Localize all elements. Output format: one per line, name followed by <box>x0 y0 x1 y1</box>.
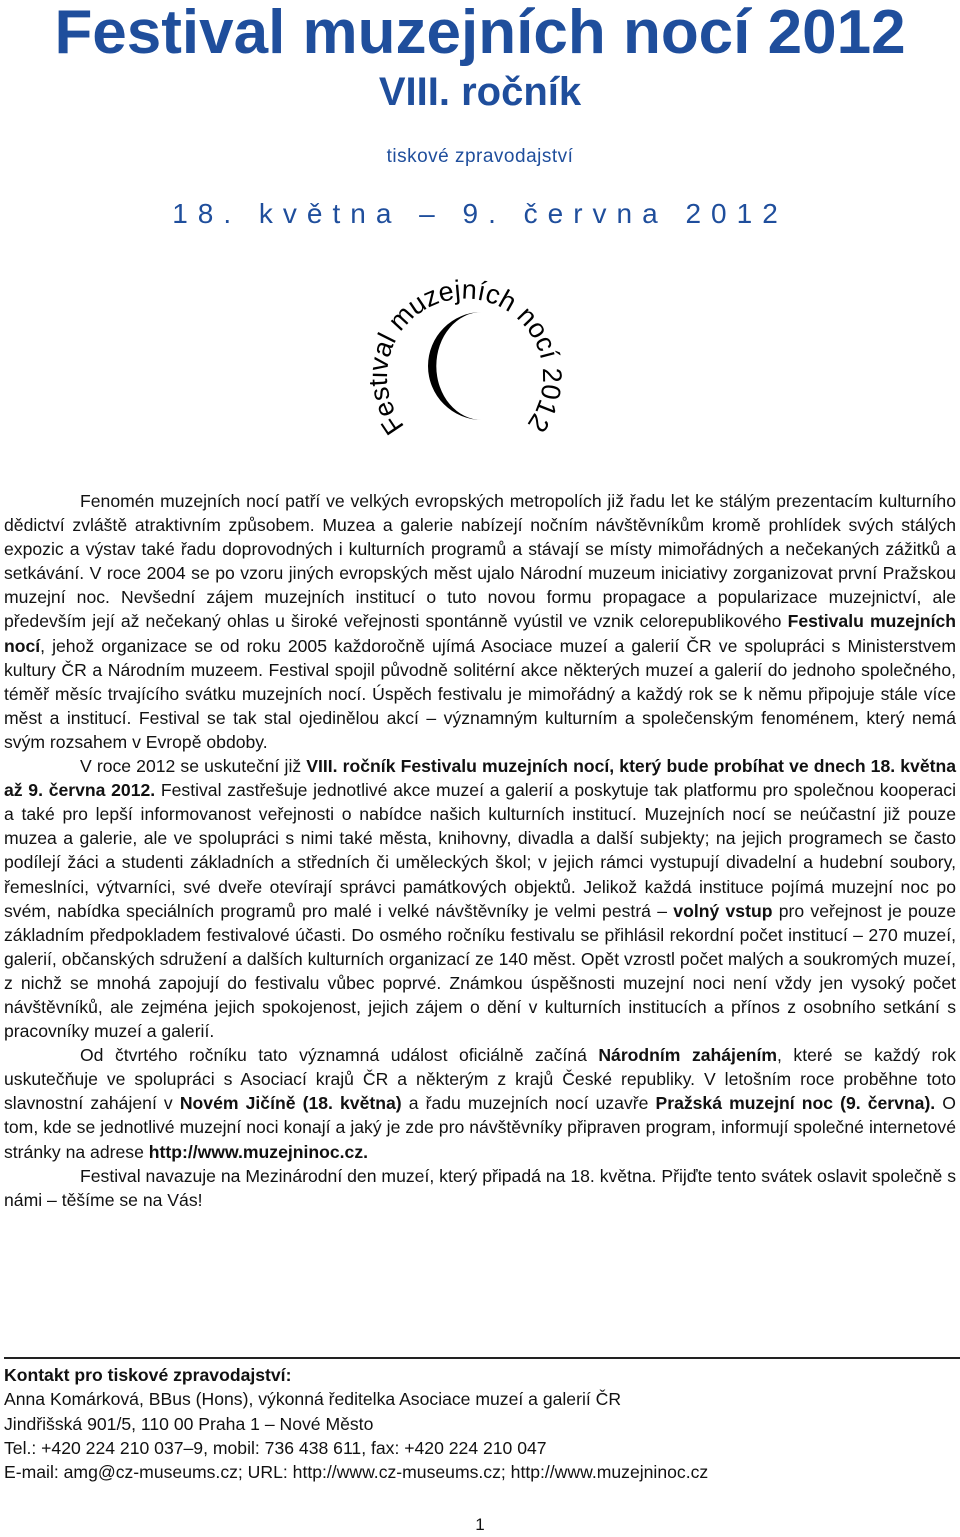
paragraph-closing: Festival navazuje na Mezinárodní den muzeí, který připadá na 18. května. Přijďte tento svátek oslavit společně s námi – těšíme se na Vás! <box>4 1165 956 1210</box>
contact-phone: Tel.: +420 224 210 037–9, mobil: 736 438 611, fax: +420 224 210 047 <box>4 1437 547 1458</box>
edition-label: VIII. ročník <box>378 70 582 114</box>
document-subtitle: tiskové zpravodajství <box>386 146 574 167</box>
festival-logo <box>370 272 590 457</box>
contact-email: E-mail: amg@cz-museums.cz; URL: http://www.cz-museums.cz; http://www.muzejninoc.cz <box>4 1462 709 1483</box>
contact-block <box>4 1363 956 1484</box>
festival-url-link[interactable]: http://www.muzejninoc.cz. <box>148 1141 369 1162</box>
document-title: Festival muzejních nocí 2012 <box>54 0 906 67</box>
paragraph-2012: V roce 2012 se uskuteční již VIII. ročník Festivalu muzejních nocí, který bude probíhat ve dnech 18. května až 9. června 2012. Festival zastřešuje jednotlivé akce muzeí a galerií a poskytuje tak platformu pro společnou kooperaci a také pro lepší informovanost veřejnosti o nabídce našich kulturních institucí. Muzejních nocí se neúčastní již pouze muzea a galerie, ale ve spolupráci s nimi také města, knihovny, divadla a další subjekty; na jejich programech se často podílejí žáci a studenti základních a středních či uměleckých škol; v jejich rámci vystupují divadelní a hudební soubory, řemeslníci, výtvarníci, své dveře otevírají správci památkových objektů. Jelikož každá instituce pojímá muzejní noc po svém, nabídka speciálních programů pro malé i velké návštěvníky je velmi pestrá – volný vstup pro veřejnost je pouze základním předpokladem festivalové účasti. Do osmého ročníku festivalu se přihlásil rekordní počet institucí – 270 muzeí, galerií, občanských sdružení a dalších kulturních organizací ze 140 měst. Opět vzrostl počet malých a soukromých muzeí, z nichž se mnohá zapojují do festivalu vůbec poprvé. Známkou úspěšnosti muzejní noci není vždy jen vysoký počet návštěvníků, ale zejména jejich spokojenost, jejich zájem o dění v kulturních institucích a přínos z osobního setkání s pracovníky muzeí a galerií. <box>4 756 956 1042</box>
crescent-moon-icon <box>428 312 482 420</box>
contact-address: Jindřišská 901/5, 110 00 Praha 1 – Nové Město <box>4 1413 374 1434</box>
section-divider <box>4 1357 960 1359</box>
contact-heading: Kontakt pro tiskové zpravodajství: <box>4 1365 292 1385</box>
festival-logo-graphic <box>370 272 590 457</box>
paragraph-intro: Fenomén muzejních nocí patří ve velkých evropských metropolích již řadu let ke stálým prezentacím kulturního dědictví zvláště atraktivním způsobem. Muzea a galerie nabízejí nočním návštěvníkům kromě prohlídek svých stálých expozic a výstav také řadu doprovodných i kulturních programů a stávají se místy mimořádných a nečekaných zážitků a setkávání. V roce 2004 se po vzoru jiných evropských měst ujalo Národní muzeum iniciativy zorganizovat první Pražskou muzejní noc. Nevšední zájem muzejních institucí o tuto novou formu propagace a popularizace muzejnictví, ale především její až nečekaný ohlas u široké veřejnosti spontánně vyústil ve vznik celorepublikového Festivalu muzejních nocí, jehož organizace se od roku 2005 každoročně ujímá Asociace muzeí a galerií ČR ve spolupráci s Ministerstvem kultury ČR a Národním muzeem. Festival spojil původně solitérní akce některých muzeí a galerií do jednoho společného, téměř měsíc trvajícího svátku muzejních nocí. Úspěch festivalu je mimořádný a každý rok se k němu připojuje stále více měst a institucí. Festival se tak stal ojedinělou akcí – významným kulturním a společenským fenoménem, který nemá svým rozsahem v Evropě obdoby. <box>4 491 956 752</box>
page-number: 1 <box>475 1515 485 1534</box>
press-release-body <box>4 489 956 1212</box>
paragraph-opening: Od čtvrtého ročníku tato významná událost oficiálně začíná Národním zahájením, které se každý rok uskutečňuje ve spolupráci s Asociací krajů ČR a některým z krajů České republiky. V letošním roce proběhne toto slavnostní zahájení v Novém Jičíně (18. května) a řadu muzejních nocí uzavře Pražská muzejní noc (9. června). O tom, kde se jednotlivé muzejní noci konají a jaký je zde pro návštěvníky připraven program, informují společné internetové stránky na adrese http://www.muzejninoc.cz. <box>4 1045 956 1162</box>
contact-name: Anna Komárková, BBus (Hons), výkonná ředitelka Asociace muzeí a galerií ČR <box>4 1389 622 1410</box>
logo-text: Fe l muzejních nocí 2012 <box>370 274 568 441</box>
festival-dates: 18. května – 9. června 2012 <box>172 198 788 229</box>
